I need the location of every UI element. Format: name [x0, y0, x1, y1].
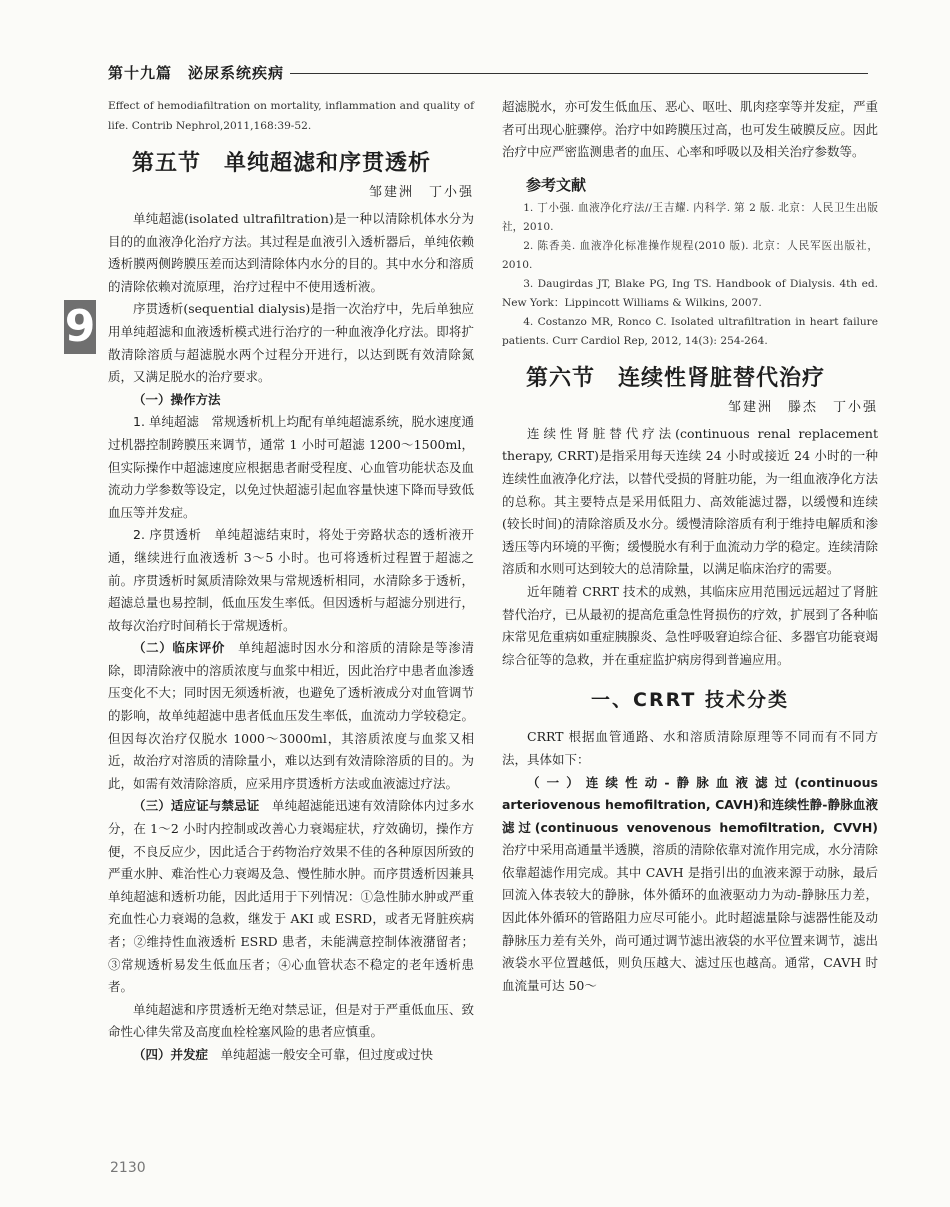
paragraph: 序贯透析(sequential dialysis)是指一次治疗中，先后单独应用单纯超滤和血液透析模式进行治疗的一种血液净化疗法。即将扩散清除溶质与超滤脱水两个过程分开进行，以达到既有效清除氮质，又满足脱水的治疗要求。 [108, 301, 474, 385]
reference-item: 2. 陈香美. 血液净化标准操作规程(2010 版). 北京：人民军医出版社，2010. [502, 239, 878, 271]
subheading-cavh: （一）连续性动-静脉血液滤过(continuous arteriovenous hemofiltration, CAVH)和连续性静-静脉血液滤过(continuous venovenous hemofiltration, CVVH) [502, 774, 878, 835]
paragraph [108, 524, 474, 637]
paragraph: 单纯超滤(isolated ultrafiltration)是一种以清除机体水分为目的的血液净化治疗方法。其过程是血液引入透析器后，单纯依赖透析膜两侧跨膜压差而达到清除体内水分的目的。其中水分和溶质的清除依赖对流原理，治疗过程中不使用透析液。 [108, 211, 474, 294]
subheading-indications: （三）适应证与禁忌证 [133, 798, 260, 814]
item-text: 单纯超滤能迅速有效清除体内过多水分，在 1～2 小时内控制或改善心力衰竭症状，疗效确切，操作方便，不良反应少，因此适合于药物治疗效果不佳的各种原因所致的严重水肿、难治性心力衰竭及急、慢性肺水肿。而序贯透析因兼具单纯超滤和透析功能，因此适用于下列情况：①急性肺水肿或严重充血性心力衰竭的急救，继发于 AKI 或 ESRD，或者无肾脏疾病者；②维持性血液透析 ESRD 患者，未能满意控制体液潴留者；③常规透析易发生低血压者；④心血管状态不稳定的老年透析患者。 [108, 798, 474, 995]
item-text: 常规透析机上均配有单纯超滤系统，脱水速度通过机器控制跨膜压来调节，通常 1 小时可超滤 1200～1500ml，但实际操作中超滤速度应根据患者耐受程度、心血管功能状态及血流动力学参数等设定，以免过快超滤引起血容量快速下降而导致低血压等并发症。 [108, 414, 474, 520]
crrt-classification-title: 一、CRRT 技术分类 [591, 689, 789, 712]
reference-item: 4. Costanzo MR, Ronco C. Isolated ultrafiltration in heart failure patients. Curr Cardiol Rep, 2012, 14(3): 254-264. [502, 315, 878, 347]
item-text: 治疗中采用高通量半透膜，溶质的清除依靠对流作用完成，水分清除依靠超滤作用完成。其中 CAVH 是指引出的血液来源于动脉，最后回流入体表较大的静脉，体外循环的血液驱动力为动-静脉压力差，因此体外循环的管路阻力应尽可能小。此时超滤量除与滤器性能及动静脉压力差有关外，尚可通过调节滤出液袋的水平位置来调节，滤出液袋水平位置越低，则负压越大、滤过压也越高。通常，CAVH 时血流量可达 50～ [502, 842, 878, 993]
paragraph [108, 795, 474, 998]
right-column [502, 96, 878, 997]
paragraph [108, 637, 474, 795]
running-header [108, 62, 868, 84]
reference-item: 1. 丁小强. 血液净化疗法//王吉耀. 内科学. 第 2 版. 北京：人民卫生出版社，2010. [502, 201, 878, 233]
header-title: 第十九篇 泌尿系统疾病 [108, 62, 290, 83]
paragraph: 连续性肾脏替代疗法(continuous renal replacement therapy, CRRT)是指采用每天连续 24 小时或接近 24 小时的一种连续性血液净化疗法，以替代受损的肾脏功能，为一组血液净化方法的总称。其主要特点是采用低阻力、高效能滤过器，以缓慢和连续(较长时间)的清除溶质及水分。缓慢清除溶质有利于维持电解质和渗透压等内环境的平衡；缓慢脱水有利于血流动力学的稳定。连续清除溶质和水则可达到较大的总清除量，以满足临床治疗的需要。 [502, 425, 878, 577]
reference-continuation: Effect of hemodiafiltration on mortality, inflammation and quality of life. Contrib Nephrol,2011,168:39-52. [108, 100, 474, 132]
section-5-title: 第五节 单纯超滤和序贯透析 [132, 151, 432, 176]
item-text: 单纯超滤时因水分和溶质的清除是等渗清除，即清除液中的溶质浓度与血浆中相近，因此治疗中患者血渗透压变化不大；同时因无须透析液，也避免了透析液成分对血管调节的影响，故单纯超滤中患者低血压发生率低，血流动力学较稳定。但因每次治疗仅脱水 1000～3000ml，其溶质浓度与血浆又相近，故治疗对溶质的清除量小，难以达到有效清除溶质的目的。为此，如需有效清除溶质，应采用序贯透析方法或血液滤过疗法。 [108, 640, 474, 791]
subheading-complications: （四）并发症 [133, 1046, 209, 1062]
paragraph [108, 411, 474, 524]
item-text: 单纯超滤一般安全可靠，但过度或过快 [220, 1046, 434, 1062]
reference-item: 3. Daugirdas JT, Blake PG, Ing TS. Handbook of Dialysis. 4th ed. New York：Lippincott Williams & Wilkins, 2007. [502, 277, 878, 309]
subheading-operation: （一）操作方法 [133, 391, 221, 407]
chapter-tab: 9 [64, 301, 96, 352]
paragraph [502, 772, 878, 998]
section-6-title: 第六节 连续性肾脏替代治疗 [526, 365, 826, 391]
item-text: 单纯超滤结束时，将处于旁路状态的透析液开通，继续进行血液透析 3～5 小时。也可将透析过程置于超滤之前。序贯透析时氮质清除效果与常规透析相同，水清除多于透析，超滤总量也易控制，低血压发生率低。但因透析与超滤分别进行，故每次治疗时间稍长于常规透析。 [108, 527, 474, 633]
paragraph: 超滤脱水，亦可发生低血压、恶心、呕吐、肌肉痉挛等并发症，严重者可出现心脏骤停。治疗中如跨膜压过高，也可发生破膜反应。因此治疗中应严密监测患者的血压、心率和呼吸以及相关治疗参数等。 [502, 99, 878, 160]
section-6-authors: 邹建洲 滕杰 丁小强 [727, 399, 878, 415]
section-5-authors: 邹建洲 丁小强 [368, 185, 474, 200]
paragraph [108, 1044, 474, 1067]
page-number: 2130 [110, 1160, 146, 1176]
subheading-evaluation: （二）临床评价 [133, 640, 225, 656]
references-title: 参考文献 [526, 175, 587, 194]
item-head: 2. 序贯透析 [133, 527, 202, 543]
item-head: 1. 单纯超滤 [133, 414, 199, 430]
subheading [108, 389, 474, 412]
paragraph: 单纯超滤和序贯透析无绝对禁忌证，但是对于严重低血压、致命性心律失常及高度血栓栓塞风险的患者应慎重。 [108, 1001, 474, 1040]
paragraph: 近年随着 CRRT 技术的成熟，其临床应用范围远远超过了肾脏替代治疗，已从最初的提高危重急性肾损伤的疗效，扩展到了各种临床常见危重病如重症胰腺炎、急性呼吸窘迫综合征、多器官功能衰竭综合征等的急救，并在重症监护病房得到普遍应用。 [502, 583, 878, 667]
paragraph: CRRT 根据血管通路、水和溶质清除原理等不同而有不同方法，具体如下： [502, 729, 878, 767]
left-column [108, 96, 474, 1067]
